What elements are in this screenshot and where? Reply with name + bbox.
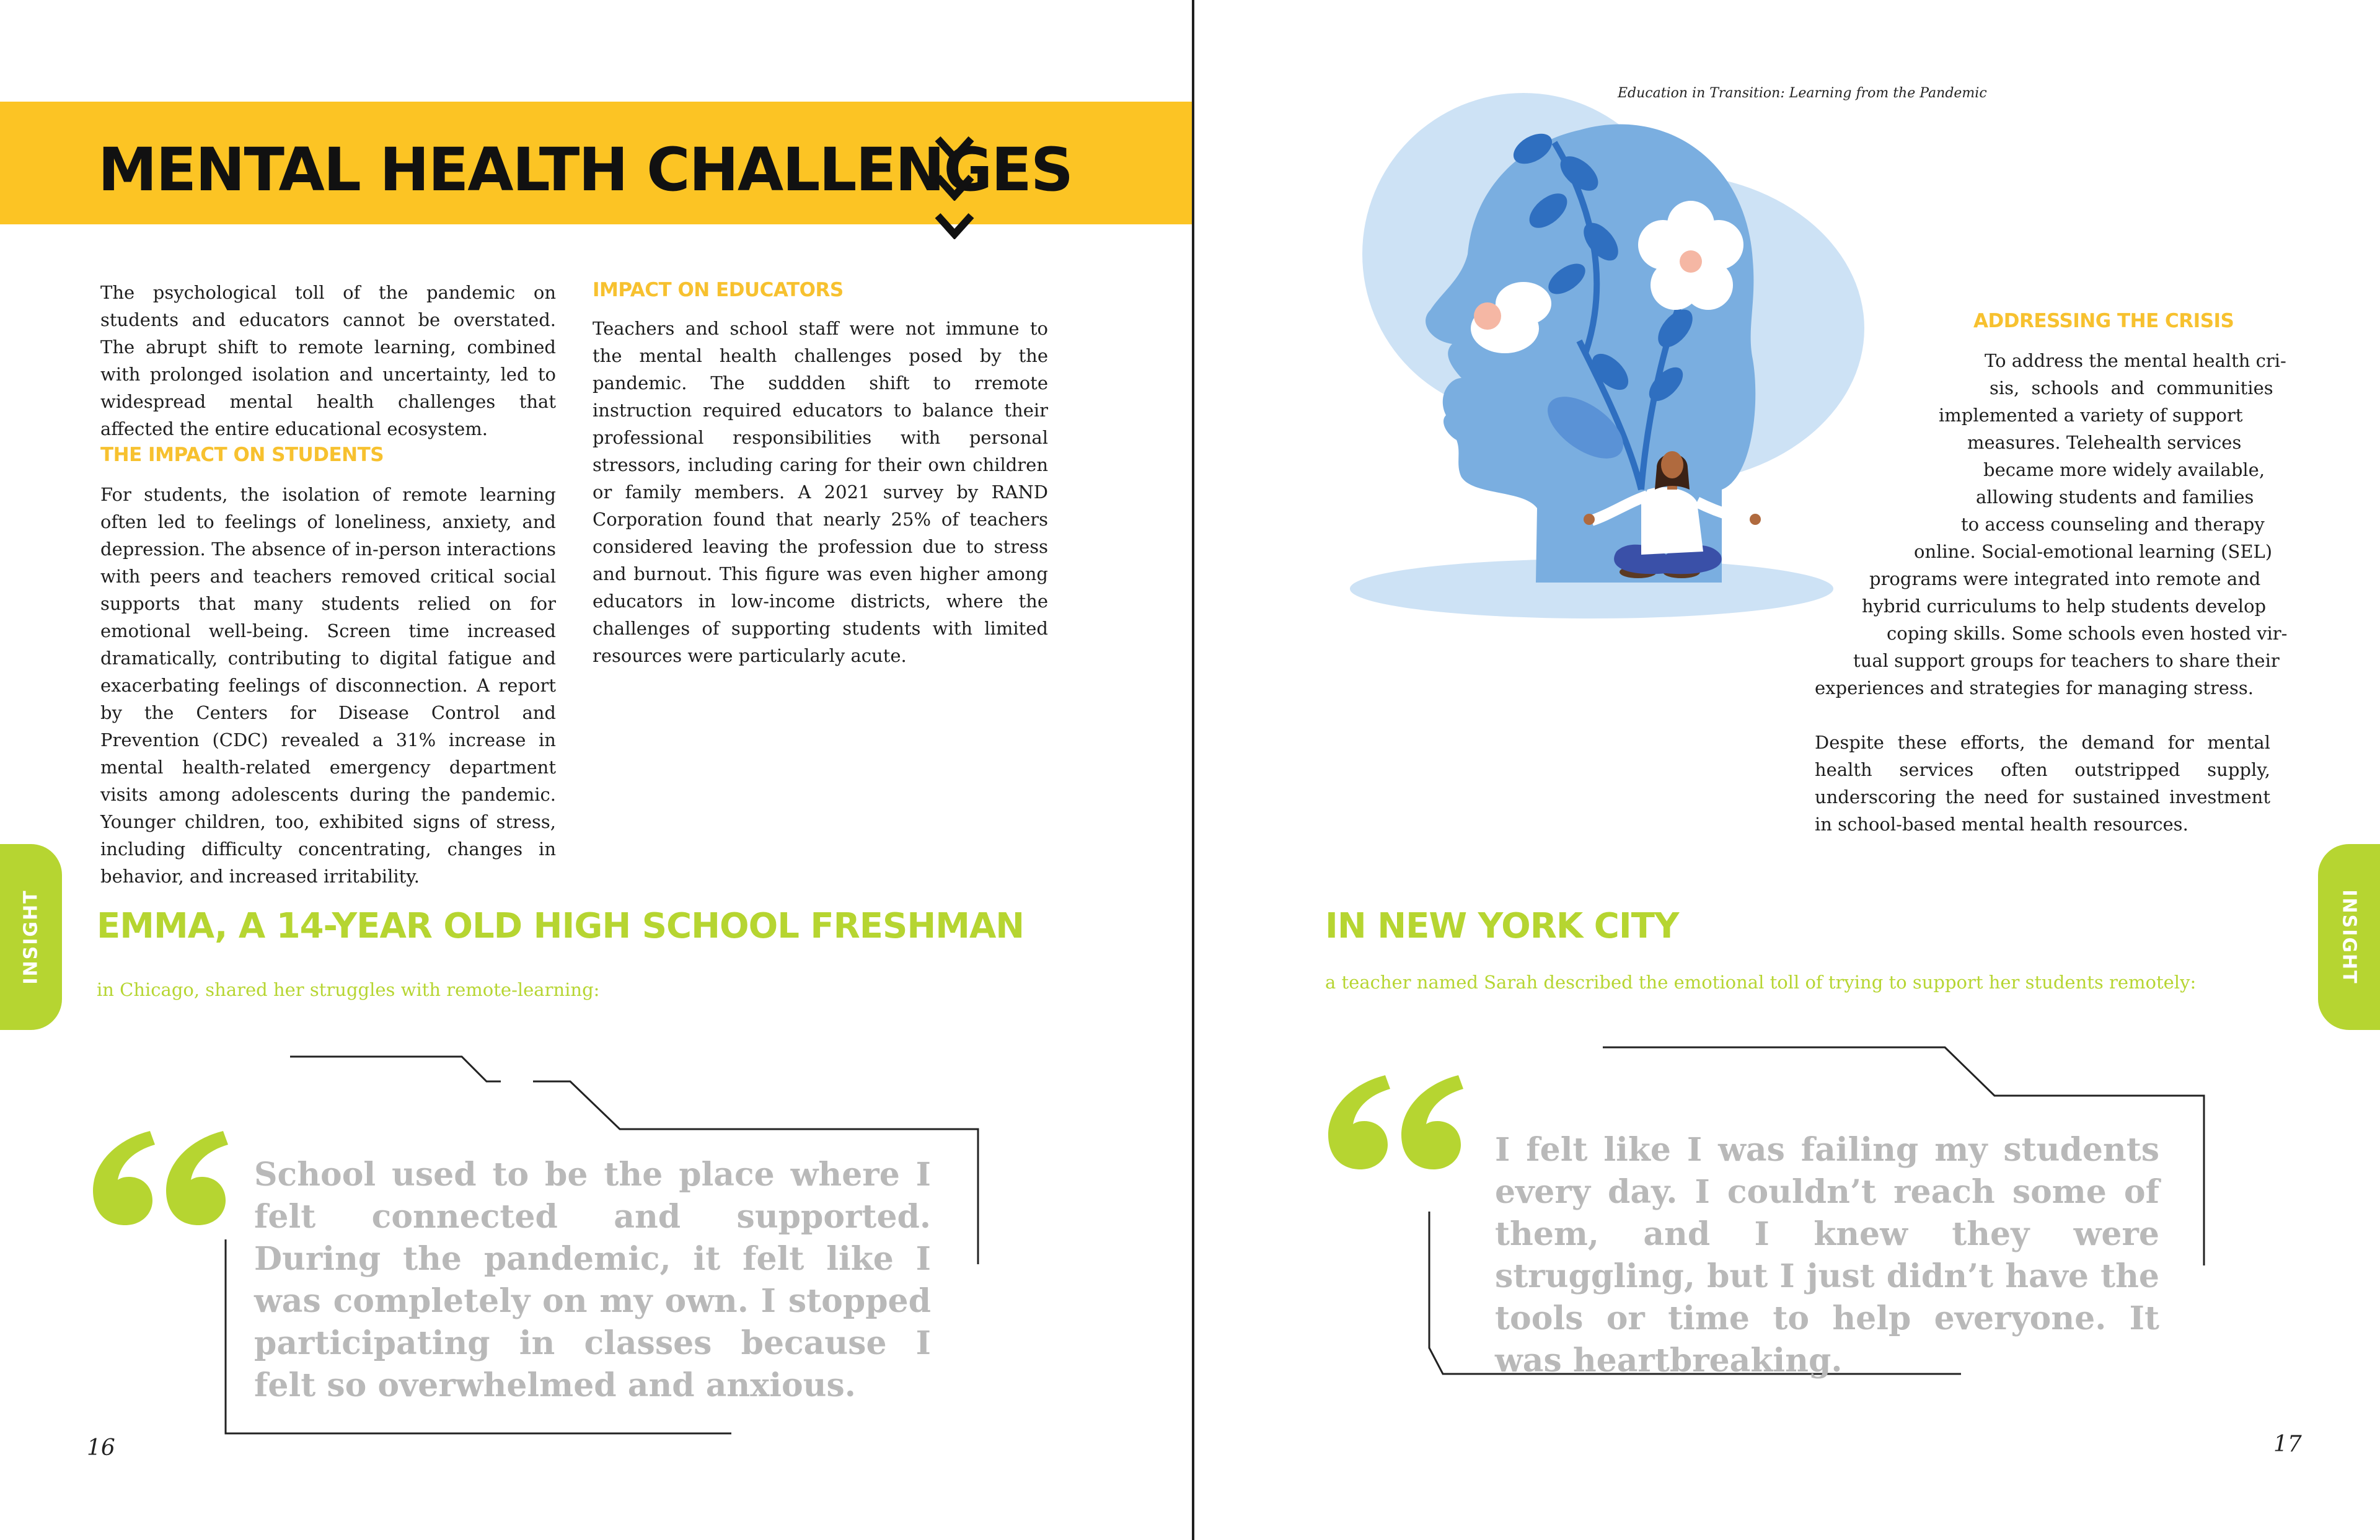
insight-subheading: in Chicago, shared her struggles with remote-learning: (97, 979, 600, 1000)
insight-heading: IN NEW YORK CITY (1325, 906, 1679, 946)
crisis-line: experiences and strategies for managing stress. (1815, 677, 2254, 698)
crisis-line: coping skills. Some schools even hosted vir- (1887, 623, 2288, 644)
page-number: 17 (2273, 1432, 2302, 1457)
page-number: 16 (87, 1435, 115, 1461)
crisis-line: programs were integrated into remote and (1869, 568, 2261, 589)
educators-paragraph: Teachers and school staff were not immune to the mental health challenges posed by the pandemic. The suddden shift to rremote instruction required educators to balance their professional responsibilities with personal stressors, including caring for their own children or family members. A 2021 survey by RAND Corporation found that nearly 25% of teachers considered leaving the profession due to stress and burnout. This figure was even higher among educators in low-income districts, where the challenges of supporting students with limited resources were particularly acute. (593, 318, 1048, 666)
insight-tab-label: INSIGHT (2338, 889, 2360, 985)
crisis-line: implemented a variety of support (1939, 405, 2243, 426)
insight-subheading: a teacher named Sarah described the emotional toll of trying to support her students remotely: (1325, 972, 2197, 993)
crisis-paragraph-2: Despite these efforts, the demand for mental health services often outstripped supply, underscoring the need for sustained investment in school-based mental health resources. (1815, 732, 2270, 835)
quote-text: School used to be the place where I felt connected and supported. During the pandemic, it felt like I was completely on my own. I stopped participating in classes because I felt so overwhelmed and anxious. (254, 1156, 931, 1404)
insight-heading: EMMA, A 14-YEAR OLD HIGH SCHOOL FRESHMAN (97, 906, 1025, 946)
students-paragraph: For students, the isolation of remote learning often led to feelings of loneliness, anxiety, and depression. The absence of in-person interactions with peers and teachers removed critical social supports that many students relied on for emotional well-being. Screen time increased dramatically, contributing to digital fatigue and exacerbating feelings of disconnection. A report by the Centers for Disease Control and Prevention (CDC) revealed a 31% increase in mental health-related emergency department visits among adolescents during the pandemic. Younger children, too, exhibited signs of stress, including difficulty concentrating, changes in behavior, and increased irritability. (100, 484, 556, 887)
spine-divider (1192, 0, 1194, 1540)
page-title: MENTAL HEALTH CHALLENGES (98, 135, 1072, 205)
educators-heading: IMPACT ON EDUCATORS (593, 279, 844, 301)
open-quote-icon (1328, 1075, 1465, 1174)
crisis-heading: ADDRESSING THE CRISIS (1973, 310, 2234, 332)
students-heading: THE IMPACT ON STUDENTS (100, 444, 384, 466)
crisis-line: became more widely available, (1983, 459, 2265, 480)
crisis-line: online. Social-emotional learning (SEL) (1914, 541, 2273, 562)
crisis-line: allowing students and families (1976, 486, 2254, 508)
crisis-line: To address the mental health cri- (1985, 350, 2286, 371)
right-page (1195, 0, 2380, 1540)
quote-text: I felt like I was failing my students every day. I couldn’t reach some of them, and I knew they were struggling, but I just didn’t have the tools or time to help everyone. It was heartbreaking. (1495, 1131, 2159, 1379)
intro-paragraph: The psychological toll of the pandemic on students and educators cannot be overstated. The abrupt shift to remote learning, combined with prolonged isolation and uncertainty, led to widespread mental health challenges that affected the entire educational ecosystem. (100, 282, 556, 439)
running-head: Education in Transition: Learning from the Pandemic (1618, 86, 1987, 101)
crisis-line: sis, schools and communities (1990, 377, 2273, 398)
open-quote-icon (93, 1131, 229, 1230)
crisis-line: hybrid curriculums to help students develop (1862, 596, 2267, 617)
crisis-line: tual support groups for teachers to share their (1853, 650, 2280, 671)
insight-tab-label: INSIGHT (20, 889, 42, 985)
crisis-line: to access counseling and therapy (1961, 514, 2265, 535)
crisis-line: measures. Telehealth services (1967, 432, 2242, 453)
